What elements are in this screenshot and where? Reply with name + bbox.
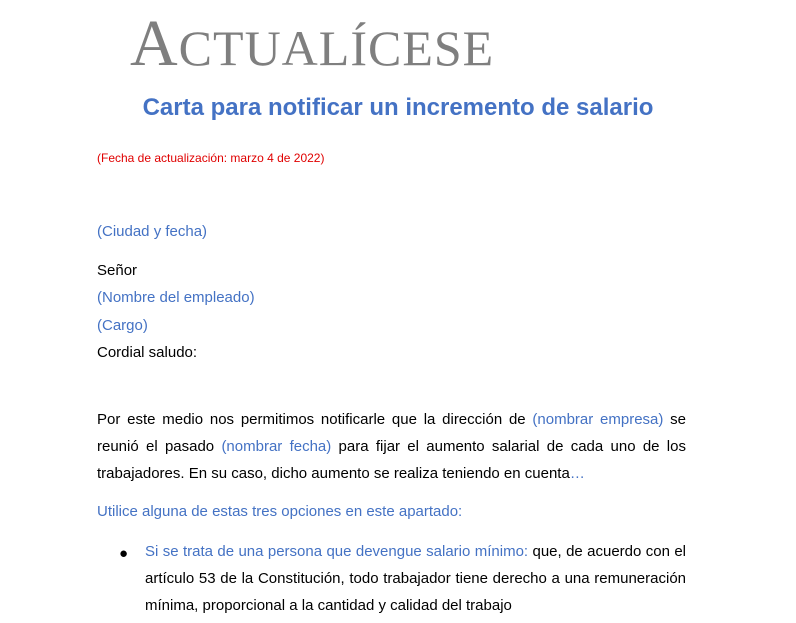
update-date-note: (Fecha de actualización: marzo 4 de 2022) — [97, 151, 325, 165]
company-placeholder: (nombrar empresa) — [532, 411, 664, 428]
salutation-title: Señor — [97, 262, 138, 279]
date-placeholder: (nombrar fecha) — [221, 438, 332, 455]
actualicese-logo: ACTUALÍCESE — [130, 7, 495, 80]
bullet-item — [145, 538, 686, 619]
document-title: Carta para notificar un incremento de salario — [142, 94, 654, 121]
body-text-part1: Por este medio nos permitimos notificarle que la dirección de — [97, 411, 533, 428]
bullet-text: que, de acuerdo con el artículo 53 de la Constitución, todo trabajador tiene derecho a una remuneración mínima, proporcional a la cantidad y calidad del trabajo — [145, 543, 686, 614]
bullet-dot-icon: ● — [119, 545, 129, 562]
body-paragraph — [97, 406, 686, 487]
ellipsis: … — [569, 465, 585, 482]
greeting: Cordial saludo: — [97, 344, 198, 361]
body-text-part3: para fijar el aumento salarial de cada uno de los trabajadores. En su caso, dicho aumento se realiza teniendo en cuenta — [97, 438, 686, 482]
employee-name-placeholder: (Nombre del empleado) — [97, 289, 255, 306]
position-placeholder: (Cargo) — [97, 317, 148, 334]
options-intro: Utilice alguna de estas tres opciones en este apartado: — [97, 503, 463, 520]
bullet-highlight: Si se trata de una persona que devengue salario mínimo: — [145, 543, 529, 560]
city-date-placeholder: (Ciudad y fecha) — [97, 223, 208, 240]
body-text-part2: se reunió el pasado — [97, 411, 687, 455]
